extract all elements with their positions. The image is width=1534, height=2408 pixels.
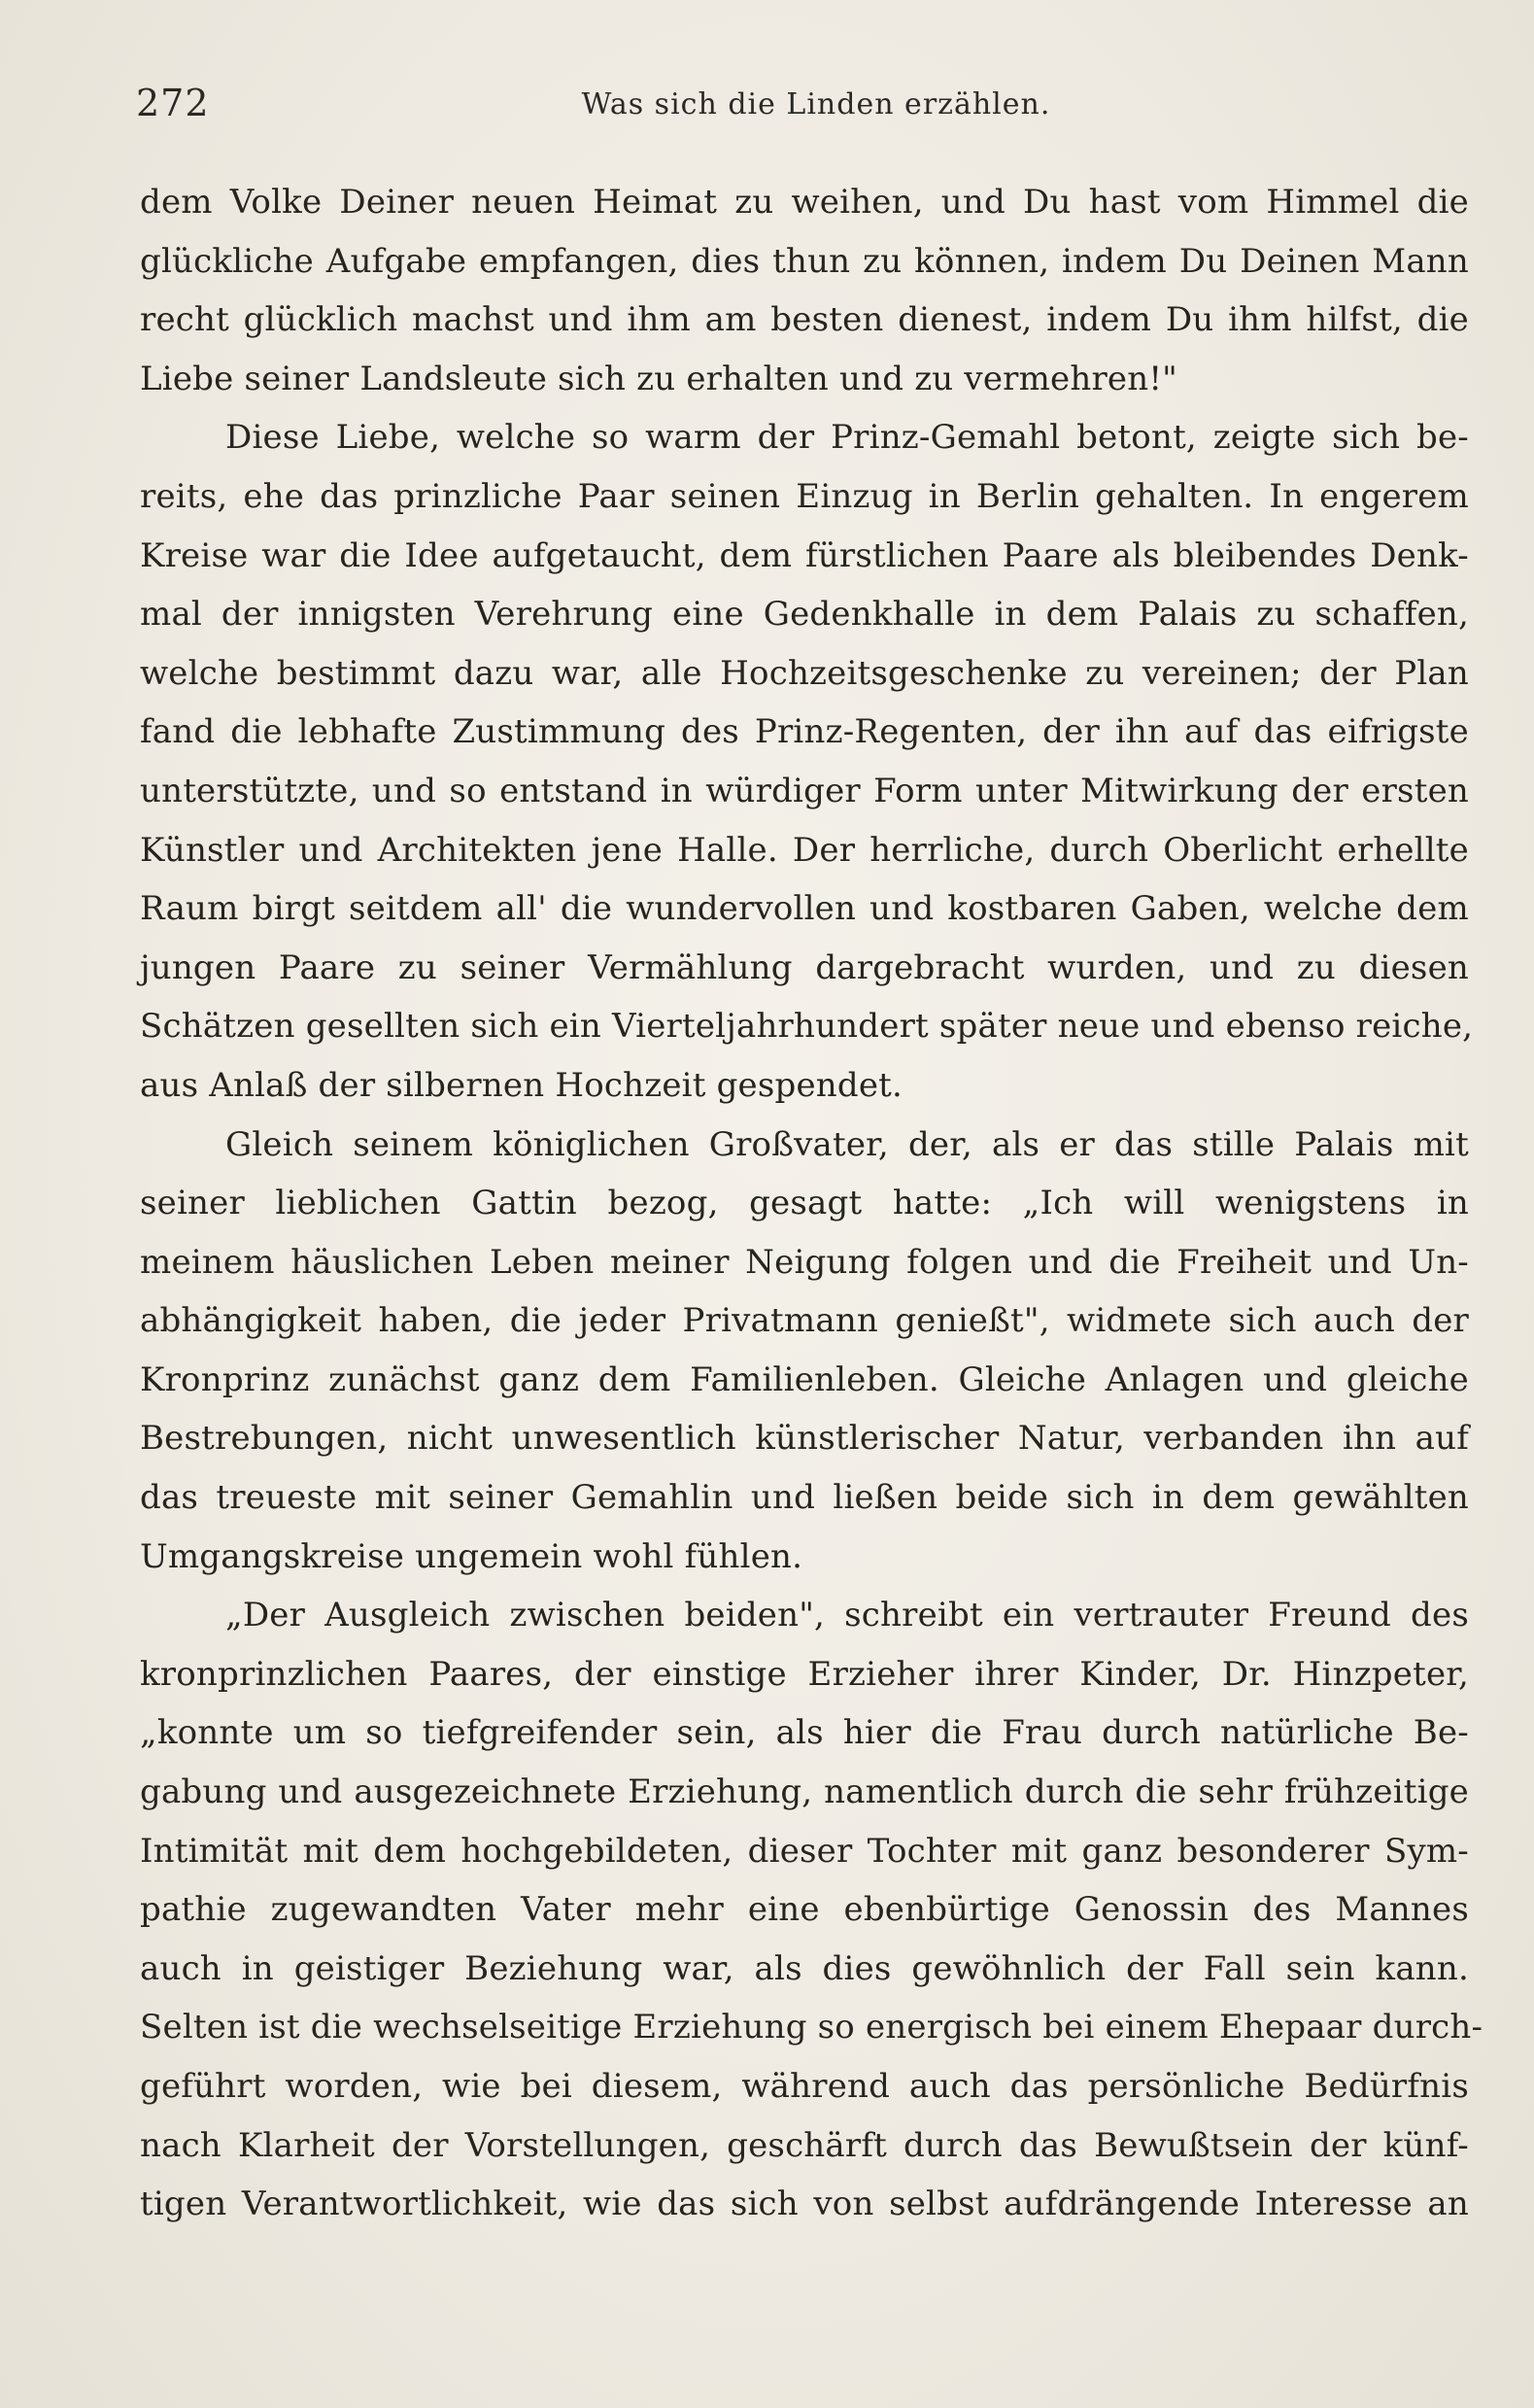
text-line: Selten ist die wechselseitige Erziehung so energisch bei einem Ehepaar durch-	[140, 2008, 1483, 2047]
text-line: Gleich seinem königlichen Großvater, der, als er das stille Palais mit	[225, 1124, 1469, 1164]
text-line: unterstützte, und so entstand in würdiger Form unter Mitwirkung der ersten	[140, 771, 1469, 810]
text-line: glückliche Aufgabe empfangen, dies thun zu können, indem Du Deinen Mann	[140, 241, 1469, 281]
text-line: welche bestimmt dazu war, alle Hochzeitsgeschenke zu vereinen; der Plan	[140, 653, 1469, 693]
text-line: auch in geistiger Beziehung war, als dies gewöhnlich der Fall sein kann.	[140, 1948, 1469, 1988]
text-line: abhängigkeit haben, die jeder Privatmann genießt", widmete sich auch der	[140, 1301, 1469, 1341]
text-line: Umgangskreise ungemein wohl fühlen.	[140, 1536, 803, 1576]
text-line: Bestrebungen, nicht unwesentlich künstlerischer Natur, verbanden ihn auf	[140, 1419, 1469, 1459]
text-line: dem Volke Deiner neuen Heimat zu weihen, und Du hast vom Himmel die	[140, 183, 1469, 222]
text-line: mal der innigsten Verehrung eine Gedenkhalle in dem Palais zu schaffen,	[140, 595, 1469, 635]
text-line: Raum birgt seitdem all' die wundervollen und kostbaren Gaben, welche dem	[140, 889, 1469, 929]
text-line: reits, ehe das prinzliche Paar seinen Einzug in Berlin gehalten. In engerem	[140, 476, 1469, 516]
page-header	[136, 82, 1370, 140]
text-line: das treueste mit seiner Gemahlin und ließen beide sich in dem gewählten	[140, 1478, 1469, 1518]
text-line: Liebe seiner Landsleute sich zu erhalten und zu vermehren!"	[140, 359, 1178, 398]
text-line: aus Anlaß der silbernen Hochzeit gespendet.	[140, 1065, 903, 1105]
text-line: jungen Paare zu seiner Vermählung dargebracht wurden, und zu diesen	[140, 947, 1469, 987]
text-line: nach Klarheit der Vorstellungen, geschärft durch das Bewußtsein der künf-	[140, 2125, 1469, 2165]
text-line: Schätzen gesellten sich ein Vierteljahrhundert später neue und ebenso reiche,	[140, 1007, 1474, 1047]
text-line: geführt worden, wie bei diesem, während auch das persönliche Bedürfnis	[140, 2067, 1469, 2106]
text-line: Intimität mit dem hochgebildeten, dieser Tochter mit ganz besonderer Sym-	[140, 1831, 1469, 1871]
text-line: recht glücklich machst und ihm am besten dienest, indem Du ihm hilfst, die	[140, 300, 1469, 340]
text-line: pathie zugewandten Vater mehr eine ebenbürtige Genossin des Mannes	[140, 1890, 1469, 1930]
running-head: Was sich die Linden erzählen.	[581, 87, 1051, 121]
text-line: fand die lebhafte Zustimmung des Prinz-Regenten, der ihn auf das eifrigste	[140, 712, 1469, 752]
text-line: gabung und ausgezeichnete Erziehung, namentlich durch die sehr frühzeitige	[140, 1772, 1469, 1812]
text-line: tigen Verantwortlichkeit, wie das sich von selbst aufdrängende Interesse an	[140, 2184, 1469, 2224]
text-line: „Der Ausgleich zwischen beiden", schreibt ein vertrauter Freund des	[225, 1596, 1469, 1635]
body-text	[140, 173, 1483, 2234]
text-line: „konnte um so tiefgreifender sein, als hier die Frau durch natürliche Be-	[140, 1713, 1469, 1753]
text-line: seiner lieblichen Gattin bezog, gesagt hatte: „Ich will wenigstens in	[140, 1184, 1469, 1223]
text-line: Kronprinz zunächst ganz dem Familienleben. Gleiche Anlagen und gleiche	[140, 1359, 1469, 1399]
text-line: Künstler und Architekten jene Halle. Der herrliche, durch Oberlicht erhellte	[140, 830, 1469, 870]
text-line: kronprinzlichen Paares, der einstige Erzieher ihrer Kinder, Dr. Hinzpeter,	[140, 1654, 1469, 1694]
text-line: meinem häuslichen Leben meiner Neigung folgen und die Freiheit und Un-	[140, 1242, 1469, 1282]
page-number: 272	[136, 82, 210, 124]
text-line: Kreise war die Idee aufgetaucht, dem fürstlichen Paare als bleibendes Denk-	[140, 535, 1469, 575]
text-line: Diese Liebe, welche so warm der Prinz-Gemahl betont, zeigte sich be-	[225, 418, 1469, 458]
